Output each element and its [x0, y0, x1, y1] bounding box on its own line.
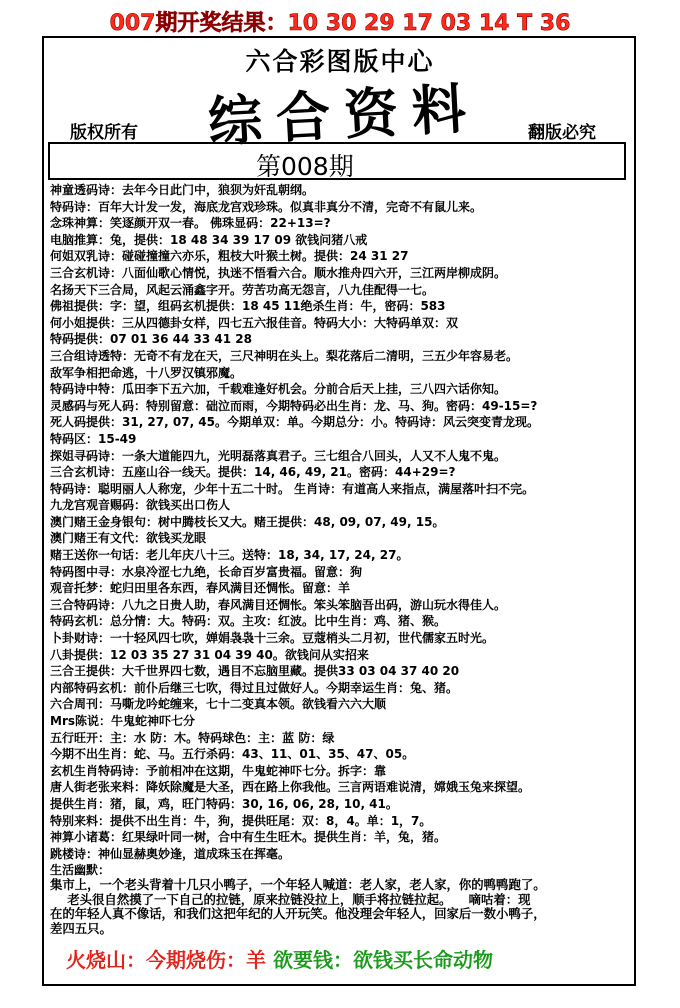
copyright-note: 版权所有 — [70, 123, 138, 143]
humor-line: 集市上，一个老头背着十几只小鸭子，一个年轻人喊道：老人家，老人家，你的鸭鸭跑了。 — [50, 877, 546, 892]
content-line: 内部特码玄机：前仆后继三七吹，得过且过做好人。今期幸运生肖：兔、猪。 — [50, 680, 459, 695]
content-line: 八卦提供：12 03 35 27 31 04 39 40。欲钱问从实招来 — [50, 647, 369, 662]
content-line: 特码诗中特：瓜田李下五六加，千载难逢好机会。分前合后天上挂，三八四六话你知。 — [50, 382, 507, 397]
content-line: 死人码提供：31, 27, 07, 45。今期单双：单。今期总分：小。特码诗：风云突变青龙现。 — [50, 415, 540, 430]
bottom-banner — [66, 944, 646, 973]
content-line: 三合玄机诗：八面仙歌心情悦，执迷不悟看六合。顺水推舟四六开，三江两岸柳成阴。 — [50, 265, 507, 280]
content-line: 敌军争相把命逃，十八罗汉镇邪魔。 — [50, 365, 243, 380]
content-line: 三合王提供：大千世界四七数，遇目不忘脑里藏。提供33 03 04 37 40 20 — [50, 664, 460, 679]
humor-line: 老头很自然摸了一下自己的拉链，原来拉链没拉上，顺手将拉链拉起。 嘀咕着：现 — [50, 891, 531, 907]
content-line: Mrs陈说：牛鬼蛇神吓七分 — [50, 714, 196, 728]
center-title: 六合彩图版中心 — [245, 47, 435, 76]
content-line: 玄机生肖特码诗：予前相冲在这期，牛鬼蛇神吓七分。拆字：靠 — [50, 763, 387, 778]
humor-line: 差四五只。 — [50, 920, 112, 936]
big-title: 综合资料 — [206, 75, 482, 154]
content-line: 九龙宫观音赐码：欲钱买出口伤人 — [50, 498, 231, 513]
content-line: 赌王送你一句话：老儿年庆八十三。送特：18, 34, 17, 24, 27。 — [50, 548, 409, 563]
humor-paragraph — [50, 878, 622, 936]
content-line: 特码区：15-49 — [50, 431, 137, 446]
content-line: 观音托梦：蛇归田里各东西，春风满目还惆怅。留意：羊 — [50, 581, 351, 596]
content-line: 今期不出生肖：蛇、马。五行杀码：43、11、01、35、47、05。 — [50, 747, 415, 762]
content-line: 佛祖提供：字：望，组码玄机提供：18 45 11绝杀生肖：牛，密码：583 — [50, 299, 446, 314]
humor-line: 在的年轻人真不像话，和我们这把年纪的人开玩笑。他没理会年轻人，回家后一数小鸭子， — [50, 906, 546, 922]
content-line: 特码图中寻：水泉冷涩七九绝，长命百岁富贵福。留意：狗 — [50, 564, 363, 579]
money-label: 欲要钱： — [266, 948, 353, 972]
content-line: 特码诗：聪明丽人人称宠，少年十五二十时。 生肖诗：有道高人来指点，满屋落叶扫不完。 — [50, 481, 535, 496]
content-line: 特码提供：07 01 36 44 33 41 28 — [50, 332, 252, 347]
content-line: 神童透码诗：去年今日此门中，狼狈为奸乱朝纲。 — [50, 183, 315, 197]
content-line: 五行旺开：主：水 防：木。特码球色：主：蓝 防：绿 — [50, 730, 335, 745]
fire-zodiac: 羊 — [246, 948, 266, 972]
fire-label: 火烧山：今期烧伤： — [66, 948, 246, 972]
content-line: 特码诗：百年大计发一发，海底龙宫戏珍珠。似真非真分不清，完奇不有鼠儿来。 — [50, 199, 483, 214]
content-line: 何姐双乳诗：碰碰撞撞六亦乐，粗枝大叶猴土树。提供：24 31 27 — [50, 249, 409, 264]
issue-number: 第008期 — [256, 152, 354, 181]
content-line: 卜卦财诗：一十轻风四七吹，婵娟袅袅十三余。豆蔻梢头二月初，世代儒家五时光。 — [50, 631, 495, 646]
content-line: 澳门赌王有文代：欲钱买龙眼 — [50, 531, 207, 546]
content-line: 唐人街老张来料：降妖除魔是大圣，西在路上你我他。三言两语难说清，嫦娥玉兔来探望。 — [50, 780, 531, 795]
content-lines — [50, 182, 630, 879]
content-line: 灵感码与死人码：特别留意：础泣而雨，今期特码必出生肖：龙、马、狗。密码：49-15=? — [50, 398, 538, 413]
content-line: 六合周刊：马嘶龙吟蛇缠来，七十二变真本领。欲钱看六六大顺 — [50, 697, 387, 712]
piracy-note: 翻版必究 — [528, 123, 596, 143]
content-line: 电脑推算：兔，提供：18 48 34 39 17 09 欲钱问猪八戒 — [50, 232, 368, 247]
content-line: 三合特码诗：八九之日贵人助，春风满目还惆怅。笨头笨脑吾出码，游山玩水得佳人。 — [50, 597, 507, 612]
content-line: 跳楼诗：神仙显赫奥妙逢，道成珠玉在挥毫。 — [50, 846, 291, 861]
content-line: 名扬天下三合局，风起云涌鑫字开。劳苦功高无怨言，八九佳配得一七。 — [50, 282, 435, 297]
content-line: 何小姐提供：三从四德卦女样，四七五六报佳音。特码大小：大特码单双：双 — [50, 315, 459, 330]
money-riddle: 欲钱买长命动物 — [352, 948, 493, 972]
content-line: 特别来料：提供不出生肖：牛，狗，提供旺尾：双：8，4。单：1，7。 — [50, 813, 432, 828]
content-line: 提供生肖：猪，鼠，鸡，旺门特码：30, 16, 06, 28, 10, 41。 — [50, 796, 398, 811]
content-line: 探姐寻码诗：一条大道能四九，光明磊落真君子。三七组合八回头，人又不人鬼不鬼。 — [50, 448, 507, 463]
lottery-result-banner: 007期开奖结果：10 30 29 17 03 14 T 36 — [109, 11, 571, 36]
content-line: 三合玄机诗：五座山谷一线天。提供：14, 46, 49, 21。密码：44+29=? — [50, 465, 456, 480]
content-line: 澳门赌王金身银句：树中腾枝长又大。赌王提供：48, 09, 07, 49, 15。 — [50, 514, 445, 529]
content-line: 念珠神算：笑逐颜开双一春。 佛珠显码：22+13=? — [50, 216, 331, 231]
content-line: 特码玄机：总分情：大。特码：双。主攻：红波。比中生肖：鸡、猪、猴。 — [50, 614, 447, 629]
content-line: 神算小诸葛：红果绿叶同一树，合中有生生旺木。提供生肖：羊，兔，猪。 — [50, 830, 447, 845]
content-line: 三合组诗透特：无奇不有龙在天，三尺神明在头上。梨花落后二清明，三五少年容易老。 — [50, 348, 519, 363]
content-line: 生活幽默： — [50, 863, 111, 878]
